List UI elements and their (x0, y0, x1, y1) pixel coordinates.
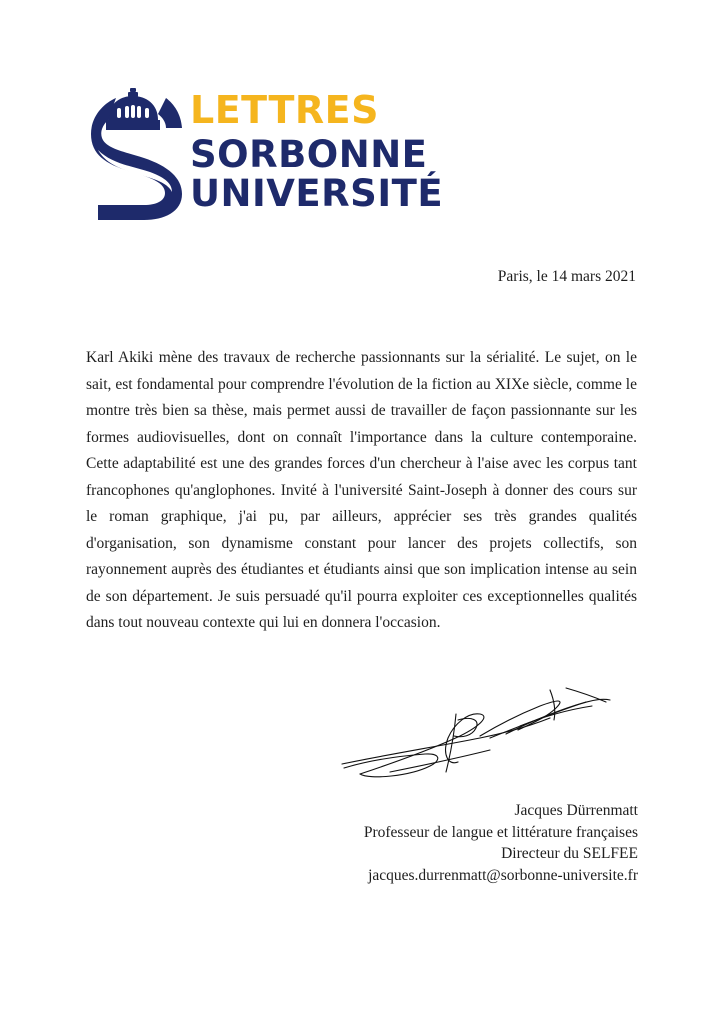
university-logo (86, 86, 446, 221)
logo-text-sorbonne: SORBONNE (190, 133, 428, 176)
logo-text-lettres: LETTRES (190, 88, 379, 132)
sorbonne-s-emblem-icon (86, 86, 186, 221)
logo-text-universite: UNIVERSITÉ (190, 172, 444, 215)
letter-body: Karl Akiki mène des travaux de recherche passionnants sur la sérialité. Le sujet, on le sait, est fondamental pour comprendre l'évolution de la fiction au XIXe siècle, comme le montre très bien sa thèse, mais permet aussi de travailler de façon passionnante sur les formes audiovisuelles, dont on connaît l'importance dans la culture contemporaine. Cette adaptabilité est une des grandes forces d'un chercheur à l'aise avec les corpus tant francophones qu'anglophones. Invité à l'université Saint-Joseph à donner des cours sur le roman graphique, j'ai pu, par ailleurs, apprécier ses très grandes qualités d'organisation, son dynamisme constant pour lancer des projets collectifs, son rayonnement auprès des étudiantes et étudiants ainsi que son implication intense au sein de son département. Je suis persuadé qu'il pourra exploiter ces exceptionnelles qualités dans tout nouveau contexte qui lui en donnera l'occasion. (86, 349, 637, 631)
signatory-name: Jacques Dürrenmatt (514, 802, 638, 819)
handwritten-signature (330, 680, 620, 790)
letter-date: Paris, le 14 mars 2021 (497, 268, 636, 285)
signatory-role: Directeur du SELFEE (501, 845, 638, 862)
signature-block (364, 800, 638, 886)
logo-wordmark (190, 88, 444, 215)
signatory-title: Professeur de langue et littérature françaises (363, 823, 638, 841)
signatory-email[interactable]: jacques.durrenmatt@sorbonne-universite.fr (368, 866, 638, 884)
